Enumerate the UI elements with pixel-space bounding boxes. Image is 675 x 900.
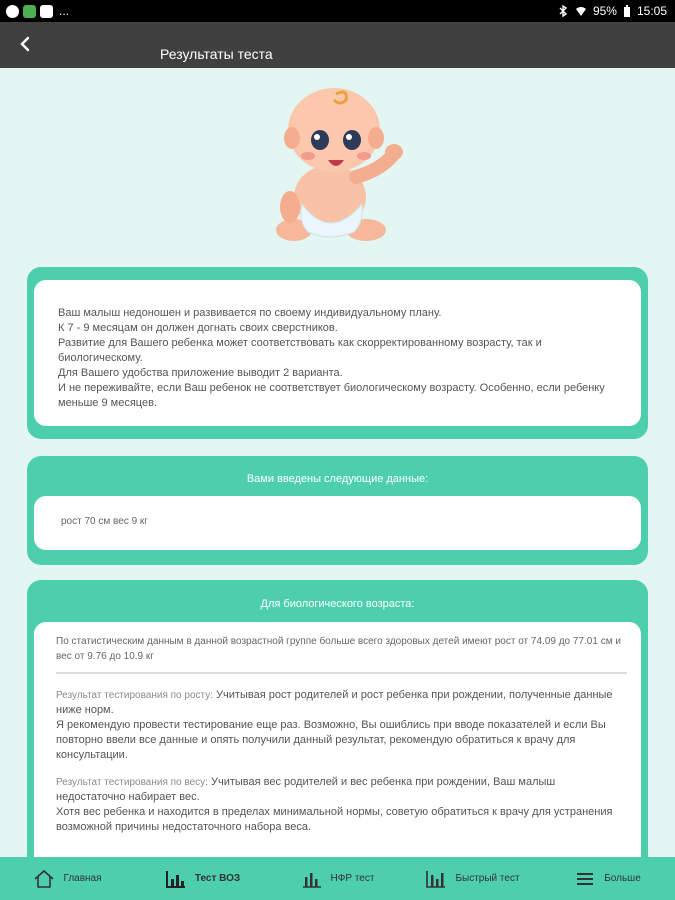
entered-data-value: рост 70 см вес 9 кг [61,516,148,527]
nav-who-test[interactable] [135,857,270,900]
chart-icon [165,869,187,889]
weight-recommendation: Хотя вес ребенка и находится в пределах минимальной нормы, советую обратиться к врачу для устранения возможной причины недостаточного набора веса. [56,806,613,833]
biological-age-card [27,580,648,880]
nav-nfr-test[interactable] [270,857,405,900]
nav-home[interactable] [0,857,135,900]
battery-icon [623,5,631,17]
info-card [27,267,648,439]
weight-result [56,775,627,835]
entered-data-panel [34,496,641,550]
app-notification-icon [23,5,36,18]
back-arrow-icon[interactable] [14,32,38,56]
divider [56,672,627,674]
more-notifications: ... [59,4,70,18]
height-result [56,688,627,763]
wifi-icon [575,5,587,17]
weight-result-text: Учитывая вес родителей и вес ребенка при рождении, Ваш малыш недостаточно набирает вес. [56,776,556,803]
image-notification-icon [40,5,53,18]
nav-nfr-test-label: НФР тест [330,873,375,884]
status-bar [0,0,675,22]
statistics-text: По статистическим данным в данной возрастной группе больше всего здоровых детей имеют рост от 74.09 до 77.01 см и вес от 9.76 до 10.9 кг [56,636,621,662]
app-bar [0,22,675,68]
height-result-label: Результат тестирования по росту: [56,690,213,701]
menu-icon [574,869,596,889]
bluetooth-icon [557,5,569,17]
nav-home-label: Главная [63,873,102,884]
nav-quick-test-label: Быстрый тест [455,873,520,884]
height-result-text: Учитывая рост родителей и рост ребенка при рождении, полученные данные ниже норм. [56,689,613,716]
home-icon [33,869,55,889]
nav-more-label: Больше [604,873,641,884]
baby-illustration [268,82,408,247]
info-panel [34,280,641,426]
biological-age-title: Для биологического возраста: [260,598,415,610]
nav-more[interactable] [540,857,675,900]
page-title: Результаты теста [160,46,273,62]
stats-icon [425,869,447,889]
height-recommendation: Я рекомендую провести тестирование еще раз. Возможно, Вы ошиблись при вводе показателей и если Вы повторно ввели все данные и опять получили данный результат, рекомендую обратиться к врачу для консультации. [56,719,606,761]
entered-data-title: Вами введены следующие данные: [246,473,429,485]
entered-data-card [27,456,648,565]
biological-age-panel[interactable] [34,622,641,872]
info-line-3: Развитие для Вашего ребенка может соответствовать как скорректированному возрасту, так и биологическому. [58,337,542,364]
info-line-4: Для Вашего удобства приложение выводит 2 варианта. [58,367,343,379]
nav-quick-test[interactable] [405,857,540,900]
notification-icon [6,5,19,18]
weight-result-label: Результат тестирования по весу: [56,777,208,788]
bar-chart-icon [301,869,323,889]
info-line-2: К 7 - 9 месяцам он должен догнать своих сверстников. [58,322,338,334]
bottom-navigation [0,857,675,900]
nav-who-test-label: Тест ВОЗ [194,873,241,884]
clock: 15:05 [636,4,667,18]
battery-level: 95% [592,4,617,18]
info-line-5: И не переживайте, если Ваш ребенок не соответствует биологическому возрасту. Особенно, если ребенку меньше 9 месяцев. [58,382,605,409]
info-line-1: Ваш малыш недоношен и развивается по своему индивидуальному плану. [58,307,442,319]
